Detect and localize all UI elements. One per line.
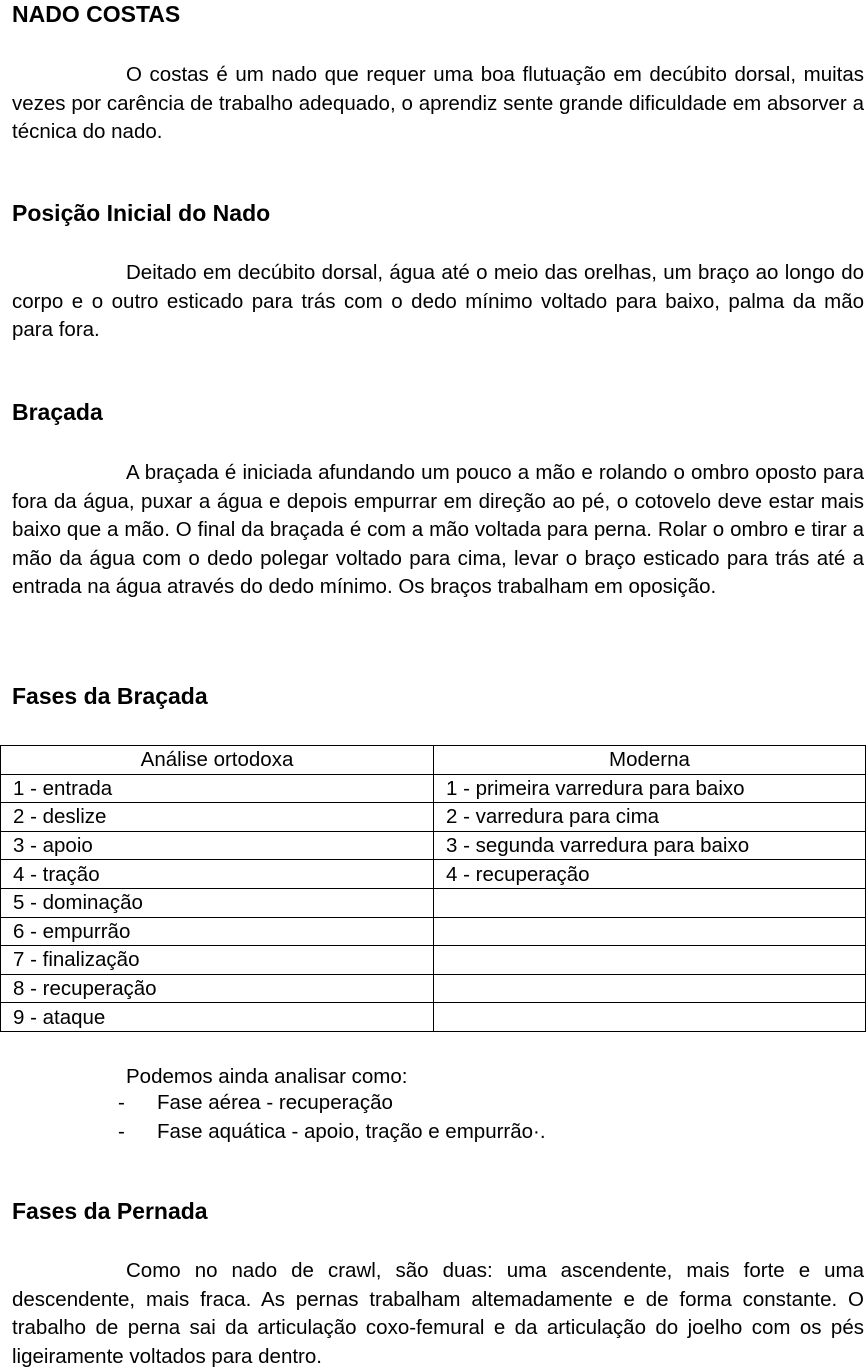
analise-intro-line: Podemos ainda analisar como: — [126, 1065, 408, 1088]
table-cell — [434, 1003, 866, 1032]
table-row — [1, 888, 866, 917]
table-cell: 4 - tração — [1, 860, 434, 889]
table-cell: 5 - dominação — [1, 888, 434, 917]
table-row — [1, 831, 866, 860]
table-cell: 9 - ataque — [1, 1003, 434, 1032]
list-dash: - — [118, 1120, 125, 1143]
table-cell: 6 - empurrão — [1, 917, 434, 946]
table-cell: 2 - deslize — [1, 803, 434, 832]
table-cell: 8 - recuperação — [1, 974, 434, 1003]
posicao-inicial-paragraph: Deitado em decúbito dorsal, água até o meio das orelhas, um braço ao longo do corpo e o outro esticado para trás com o dedo mínimo voltado para baixo, palma da mão para fora. — [12, 261, 864, 341]
document-title: NADO COSTAS — [12, 1, 181, 27]
fases-pernada-paragraph: Como no nado de crawl, são duas: uma ascendente, mais forte e uma descendente, mais fraca. As pernas trabalham altemadamente e de forma constante. O trabalho de perna sai da articulação coxo-femural e da articulação do joelho com os pés ligeiramente voltados para dentro. — [12, 1259, 864, 1368]
heading-bracada: Braçada — [12, 399, 103, 425]
bracada-paragraph: A braçada é iniciada afundando um pouco a mão e rolando o ombro oposto para fora da água, puxar a água e depois empurrar em direção ao pé, o cotovelo deve estar mais baixo que a mão. O final da braçada é com a mão voltada para perna. Rolar o ombro e tirar a mão da água com o dedo polegar voltado para cima, levar o braço esticado para trás até a entrada na água através do dedo mínimo. Os braços trabalham em oposição. — [12, 461, 864, 598]
list-dash: - — [118, 1091, 125, 1114]
table-row — [1, 860, 866, 889]
table-cell: 3 - segunda varredura para baixo — [434, 831, 866, 860]
table-row — [1, 774, 866, 803]
table-cell — [434, 946, 866, 975]
table-cell: 1 - primeira varredura para baixo — [434, 774, 866, 803]
table-cell: 2 - varredura para cima — [434, 803, 866, 832]
table-header-cell: Análise ortodoxa — [1, 746, 434, 775]
list-item-text: Fase aquática - apoio, tração e empurrão·. — [157, 1120, 546, 1143]
intro-paragraph: O costas é um nado que requer uma boa flutuação em decúbito dorsal, muitas vezes por carência de trabalho adequado, o aprendiz sente grande dificuldade em absorver a técnica do nado. — [12, 63, 864, 143]
table-cell: 7 - finalização — [1, 946, 434, 975]
heading-posicao-inicial: Posição Inicial do Nado — [12, 200, 271, 226]
fases-bracada-table — [0, 745, 866, 1032]
table-header-row — [1, 746, 866, 775]
table-row — [1, 1003, 866, 1032]
table-row — [1, 974, 866, 1003]
table-header-cell: Moderna — [434, 746, 866, 775]
table-cell: 4 - recuperação — [434, 860, 866, 889]
fases-list — [12, 1088, 546, 1146]
heading-fases-pernada: Fases da Pernada — [12, 1198, 208, 1224]
table-cell — [434, 888, 866, 917]
table-row — [1, 803, 866, 832]
heading-fases-bracada: Fases da Braçada — [12, 683, 208, 709]
table-cell — [434, 917, 866, 946]
list-item — [12, 1088, 546, 1117]
table-row — [1, 946, 866, 975]
table-cell — [434, 974, 866, 1003]
table-cell: 3 - apoio — [1, 831, 434, 860]
list-item-text: Fase aérea - recuperação — [157, 1091, 393, 1114]
table-cell: 1 - entrada — [1, 774, 434, 803]
list-item — [12, 1117, 546, 1146]
table-row — [1, 917, 866, 946]
